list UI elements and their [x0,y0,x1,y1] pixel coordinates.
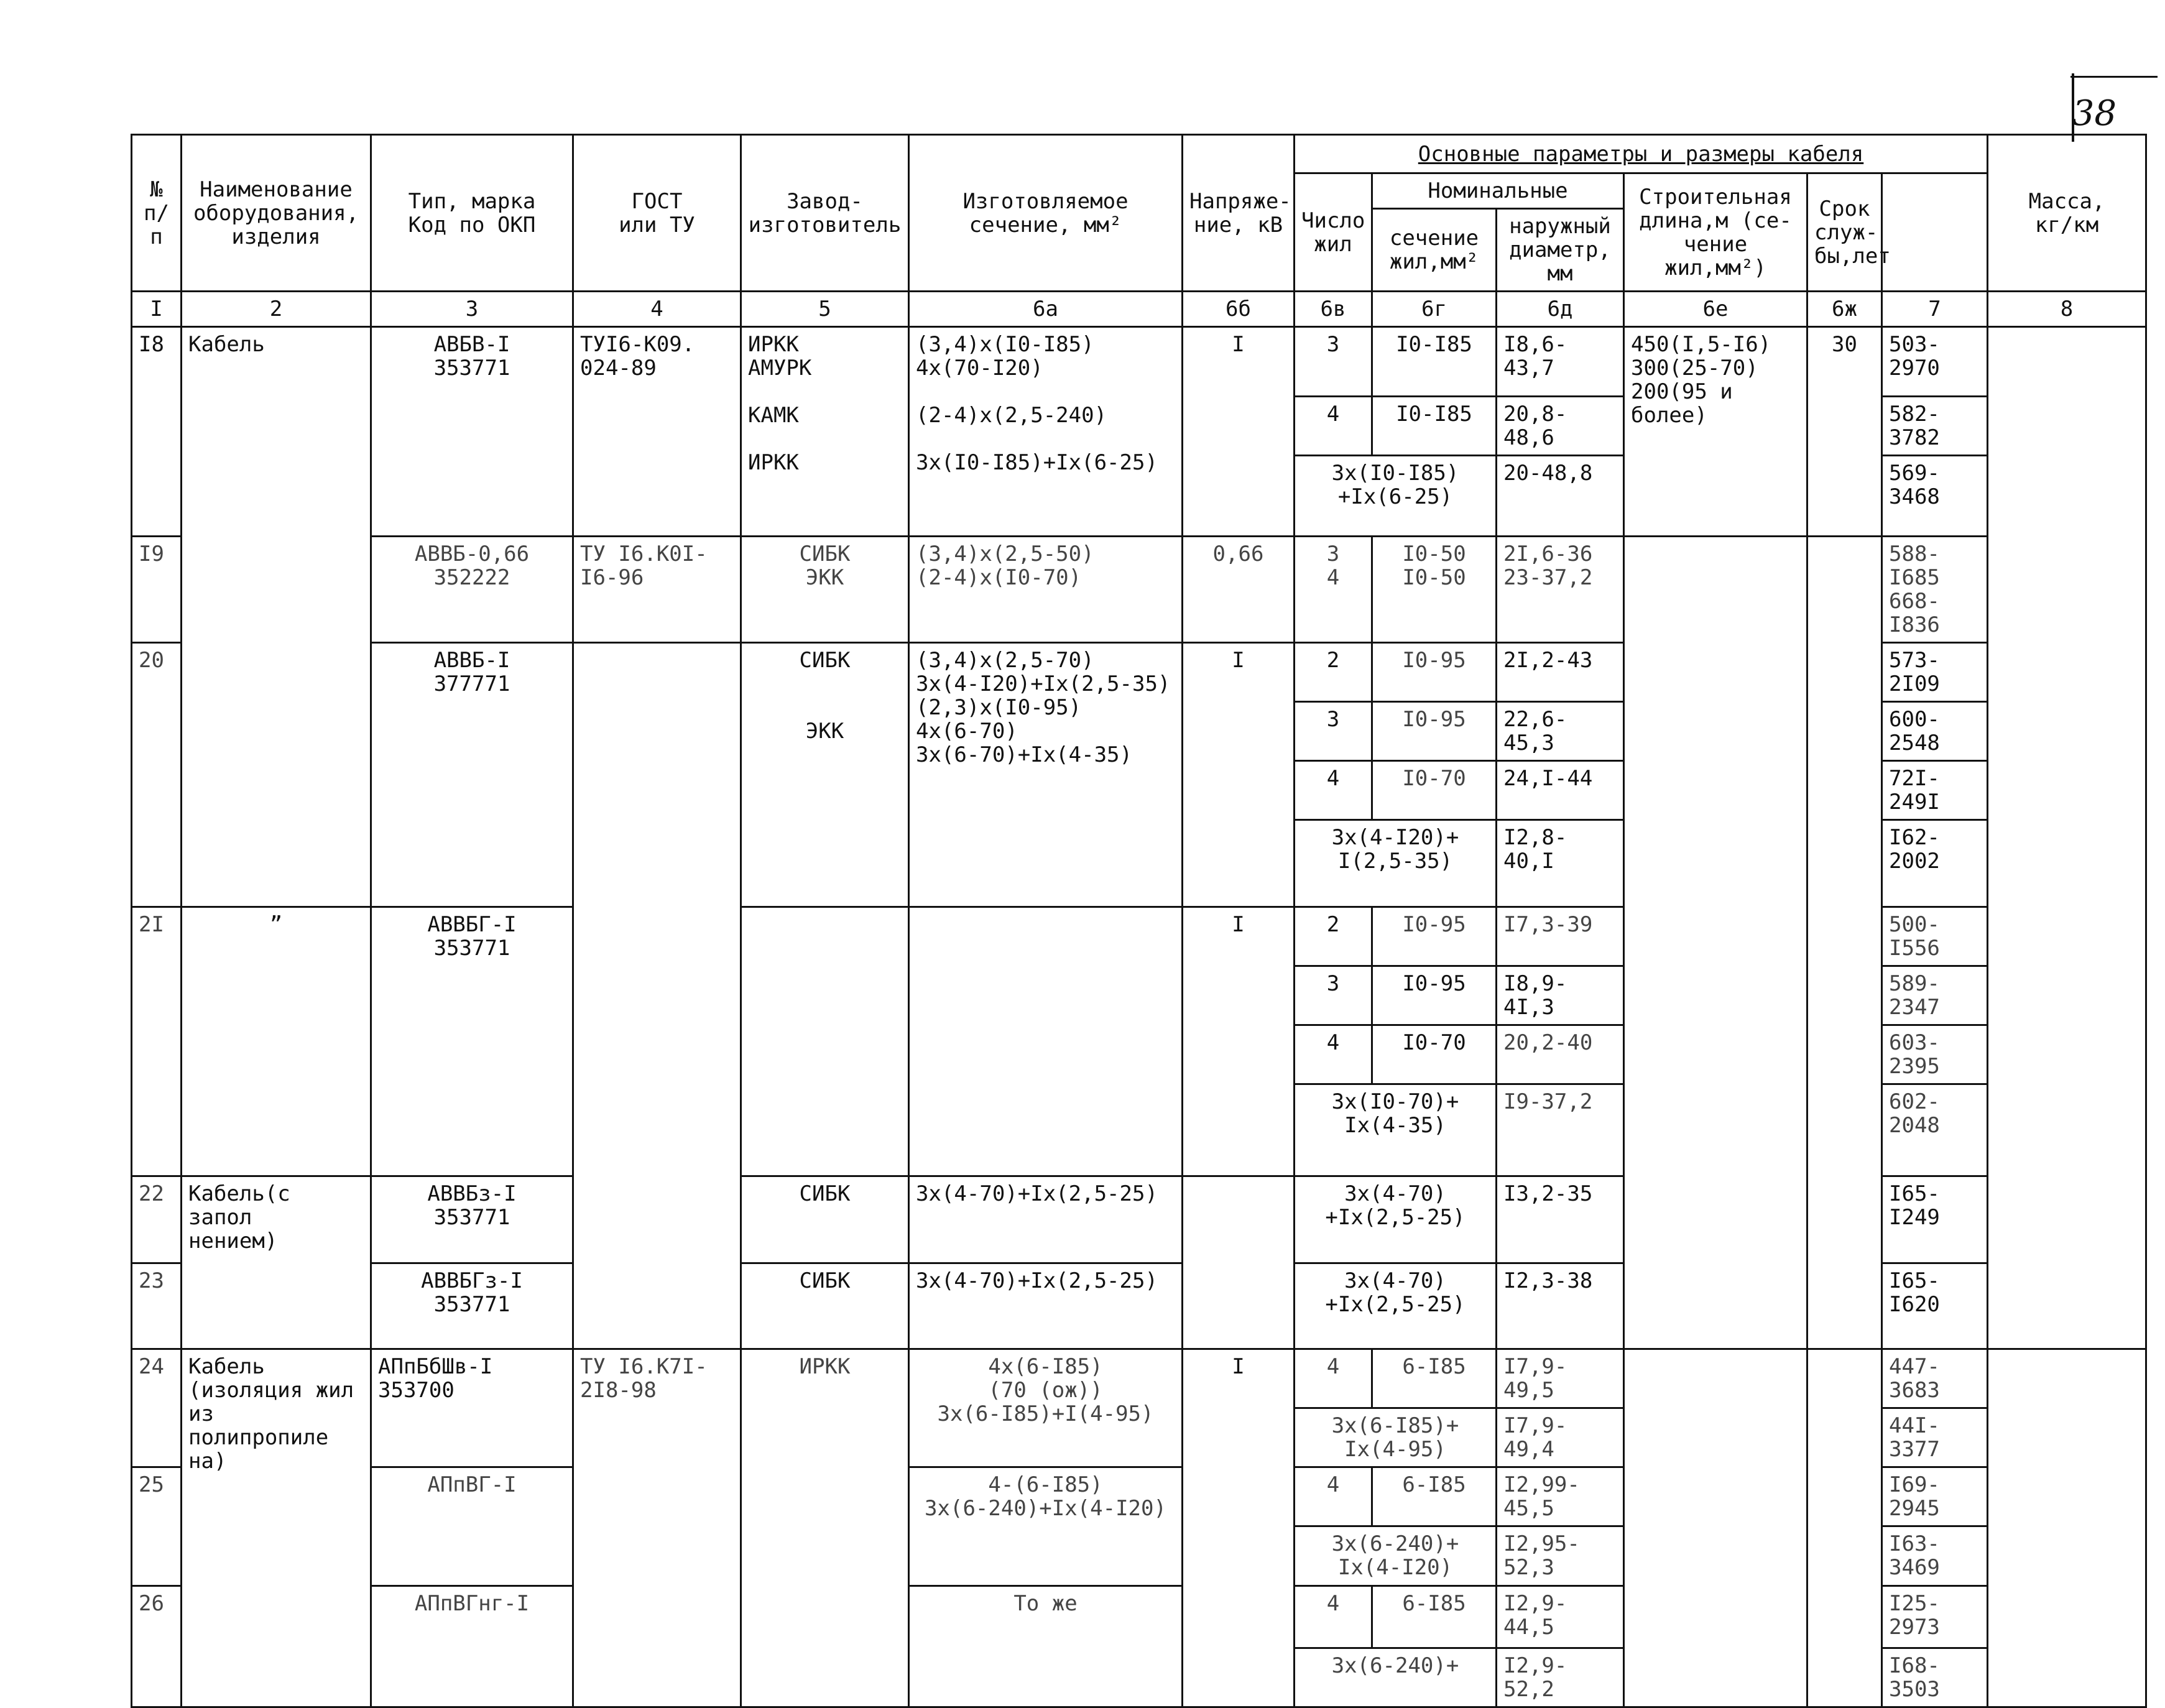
colnum: 6в [1295,292,1372,327]
header-length: Строительная длина,м (се- чение жил,мм²) [1624,173,1807,292]
page-number: 38 [2072,93,2117,134]
colnum: 2 [182,292,371,327]
row-nom-section: 3x(I0-I85) +Ix(6-25) [1295,456,1497,537]
row-cores: 3 4 [1295,537,1372,643]
row-mass: 573-2I09 [1882,643,1988,702]
row-voltage: I [1183,327,1295,537]
row-mass: 503- 2970 [1882,327,1988,397]
row-name: Кабель (изоляция жил из полипропиле на) [182,1349,371,1707]
row-type: АВВБ-I 377771 [371,643,573,907]
row-nom-section: 3x(4-70) +Ix(2,5-25) [1295,1176,1497,1263]
row-gost [573,1176,741,1263]
row-mass: 600-2548 [1882,702,1988,761]
row-nom-section: 3x(4-I20)+ I(2,5-35) [1295,820,1497,907]
row-gost [573,1263,741,1349]
row-section: 3x(4-70)+Ix(2,5-25) [909,1263,1183,1349]
page-corner-line [2070,76,2158,78]
row-section: (3,4)x(I0-I85) 4x(70-I20) (2-4)x(2,5-240) 3x(I0-I85)+Ix(6-25) [909,327,1183,537]
row-col8 [1988,643,2146,907]
row-no: 20 [132,643,182,907]
header-gost: ГОСТ или ТУ [573,135,741,292]
colnum: 4 [573,292,741,327]
colnum: 6а [909,292,1183,327]
header-no: № п/п [132,135,182,292]
row-service [1807,537,1882,643]
row-length [1624,1263,1807,1349]
row-nom-section: I0-50 I0-50 [1372,537,1497,643]
row-no: I9 [132,537,182,643]
row-nom-section: 6-I85 [1372,1586,1497,1648]
row-nom-section: I0-70 [1372,761,1497,820]
row-diameter: I3,2-35 [1497,1176,1624,1263]
row-mass: I68-3503 [1882,1648,1988,1707]
row-cores: 3 [1295,327,1372,397]
row-mass: I69-2945 [1882,1467,1988,1526]
row-mass: I62- 2002 [1882,820,1988,907]
row-no: 26 [132,1586,182,1707]
header-main-params: Основные параметры и размеры кабеля [1295,135,1988,173]
row-mass: 44I- 3377 [1882,1408,1988,1467]
row-col8 [1988,537,2146,643]
row-nom-section: I0-95 [1372,907,1497,966]
row-diameter: 20,8-48,6 [1497,397,1624,456]
row-voltage: 0,66 [1183,537,1295,643]
row-section: 4-(6-I85) 3x(6-240)+Ix(4-I20) [909,1467,1183,1586]
colnum: 8 [1988,292,2146,327]
colnum: I [132,292,182,327]
row-diameter: 22,6-45,3 [1497,702,1624,761]
colnum: 6д [1497,292,1624,327]
row-type: АВВБГз-I 353771 [371,1263,573,1349]
row-mass: 589-2347 [1882,966,1988,1025]
row-length [1624,643,1807,907]
row-maker: ИРКК АМУРК КАМК ИРКК [741,327,909,537]
row-mass: I65- I249 [1882,1176,1988,1263]
row-col8 [1988,1176,2146,1263]
row-voltage: I [1183,907,1295,1176]
table-row [132,1263,2146,1349]
row-service [1807,643,1882,907]
row-name: ” [182,907,371,1176]
row-service [1807,1349,1882,1707]
row-diameter: I7,9-49,5 [1497,1349,1624,1408]
row-mass: 582- 3782 [1882,397,1988,456]
colnum: 6б [1183,292,1295,327]
row-gost [573,907,741,1176]
row-no: 25 [132,1467,182,1586]
row-service [1807,907,1882,1176]
row-cores: 3 [1295,966,1372,1025]
row-section: (3,4)x(2,5-50) (2-4)x(I0-70) [909,537,1183,643]
cable-table [131,134,2147,1708]
row-cores: 4 [1295,1349,1372,1408]
header-nominal: Номинальные [1372,173,1624,209]
row-diameter: I2,9-52,2 [1497,1648,1624,1707]
row-length [1624,1349,1807,1707]
row-gost: ТУ I6.К0I- I6-96 [573,537,741,643]
row-voltage [1183,1176,1295,1263]
row-length [1624,1176,1807,1263]
row-cores: 4 [1295,1025,1372,1084]
colnum: 7 [1882,292,1988,327]
row-no: 2I [132,907,182,1176]
row-maker: СИБК [741,1263,909,1349]
row-mass: I65- I620 [1882,1263,1988,1349]
row-diameter: 2I,6-36 23-37,2 [1497,537,1624,643]
row-nom-section: 3x(6-240)+ Ix(4-I20) [1295,1526,1497,1586]
row-diameter: I8,6-43,7 [1497,327,1624,397]
row-nom-section: I0-95 [1372,702,1497,761]
row-nom-section: 6-I85 [1372,1349,1497,1408]
row-nom-section: 3x(6-I85)+ Ix(4-95) [1295,1408,1497,1467]
row-cores: 2 [1295,643,1372,702]
row-cores: 2 [1295,907,1372,966]
cable-spec-sheet [131,134,2145,1702]
row-section: 4x(6-I85) (70 (ож)) 3x(6-I85)+I(4-95) [909,1349,1183,1467]
row-col8 [1988,1263,2146,1349]
row-mass: 72I- 249I [1882,761,1988,820]
row-diameter: I2,9-44,5 [1497,1586,1624,1648]
row-length: 450(I,5-I6) 300(25-70) 200(95 и более) [1624,327,1807,537]
row-mass: 602- 2048 [1882,1084,1988,1176]
row-mass: 500- I556 [1882,907,1988,966]
row-diameter: I2,99-45,5 [1497,1467,1624,1526]
header-section: Изготовляемое сечение, мм² [909,135,1183,292]
row-voltage: I [1183,643,1295,907]
row-no: I8 [132,327,182,537]
row-type: АПпВГнг-I [371,1586,573,1707]
row-length [1624,907,1807,1176]
row-nom-section: I0-95 [1372,966,1497,1025]
row-gost: ТУ I6.К7I- 2I8-98 [573,1349,741,1707]
row-cores: 3 [1295,702,1372,761]
row-section: 3x(4-70)+Ix(2,5-25) [909,1176,1183,1263]
row-diameter: I7,9-49,4 [1497,1408,1624,1467]
colnum: 5 [741,292,909,327]
row-voltage [1183,1263,1295,1349]
row-nom-section: 3x(6-240)+ [1295,1648,1497,1707]
row-no: 23 [132,1263,182,1349]
row-col8 [1988,907,2146,1176]
header-nom-diameter: наружный диаметр, мм [1497,209,1624,292]
table-row [132,907,2146,966]
row-diameter: I2,3-38 [1497,1263,1624,1349]
table-row [132,1176,2146,1263]
row-diameter: I2,8-40,I [1497,820,1624,907]
row-nom-section: 6-I85 [1372,1467,1497,1526]
row-diameter: I9-37,2 [1497,1084,1624,1176]
row-mass: I25- 2973 [1882,1586,1988,1648]
row-section: То же [909,1586,1183,1707]
colnum: 3 [371,292,573,327]
header-voltage: Напряже- ние, кВ [1183,135,1295,292]
row-no: 22 [132,1176,182,1263]
row-nom-section: I0-I85 [1372,397,1497,456]
row-nom-section: I0-70 [1372,1025,1497,1084]
colnum: 6ж [1807,292,1882,327]
header-service: Срок служ- бы,лет [1807,173,1882,292]
row-service [1807,1263,1882,1349]
row-nom-section: I0-I85 [1372,327,1497,397]
colnum: 6г [1372,292,1497,327]
row-nom-section: 3x(I0-70)+ Ix(4-35) [1295,1084,1497,1176]
row-service: 30 [1807,327,1882,537]
row-diameter: I8,9-4I,3 [1497,966,1624,1025]
row-diameter: 2I,2-43 [1497,643,1624,702]
row-section [909,907,1183,1176]
row-cores: 4 [1295,761,1372,820]
row-mass: 588-I685 668-I836 [1882,537,1988,643]
row-type: АПпВГ-I [371,1467,573,1586]
row-name [182,643,371,907]
row-voltage: I [1183,1349,1295,1707]
row-gost: ТУI6-К09. 024-89 [573,327,741,537]
row-cores: 4 [1295,1467,1372,1526]
row-col8 [1988,1349,2146,1707]
row-type: АВВБ-0,66 352222 [371,537,573,643]
row-maker: ИРКК [741,1349,909,1707]
header-maker: Завод- изготовитель [741,135,909,292]
row-no: 24 [132,1349,182,1467]
row-nom-section: I0-95 [1372,643,1497,702]
row-type: АПпБбШв-I 353700 [371,1349,573,1467]
row-mass: 447-3683 [1882,1349,1988,1408]
row-length [1624,537,1807,643]
table-row [132,643,2146,702]
row-service [1807,1176,1882,1263]
table-row [132,327,2146,397]
row-diameter: I2,95-52,3 [1497,1526,1624,1586]
header-mass: Масса, кг/км [1988,135,2146,292]
header-cores: Число жил [1295,173,1372,292]
header-type: Тип, марка Код по ОКП [371,135,573,292]
table-row [132,537,2146,643]
row-diameter: I7,3-39 [1497,907,1624,966]
row-col8 [1988,327,2146,537]
row-cores: 4 [1295,397,1372,456]
row-name: Кабель(с запол нением) [182,1176,371,1349]
row-section: (3,4)x(2,5-70) 3x(4-I20)+Ix(2,5-35) (2,3)x(I0-95) 4x(6-70) 3x(6-70)+Ix(4-35) [909,643,1183,907]
colnum: 6е [1624,292,1807,327]
row-mass: I63-3469 [1882,1526,1988,1586]
row-maker: СИБК ЭКК [741,643,909,907]
row-nom-section: 3x(4-70) +Ix(2,5-25) [1295,1263,1497,1349]
row-cores: 4 [1295,1586,1372,1648]
column-number-row [132,292,2146,327]
row-type: АВВБз-I 353771 [371,1176,573,1263]
row-type: АВВБГ-I 353771 [371,907,573,1176]
row-diameter: 24,I-44 [1497,761,1624,820]
row-maker: СИБК ЭКК [741,537,909,643]
header-nom-section: сечение жил,мм² [1372,209,1497,292]
row-diameter: 20,2-40 [1497,1025,1624,1084]
row-maker: СИБК [741,1176,909,1263]
row-name: Кабель [182,327,371,537]
row-mass: 569- 3468 [1882,456,1988,537]
header-name: Наименование оборудования, изделия [182,135,371,292]
row-maker [741,907,909,1176]
row-name [182,537,371,643]
row-gost [573,643,741,907]
row-type: АВБВ-I 353771 [371,327,573,537]
row-mass: 603- 2395 [1882,1025,1988,1084]
row-diameter: 20-48,8 [1497,456,1624,537]
table-row [132,1349,2146,1408]
